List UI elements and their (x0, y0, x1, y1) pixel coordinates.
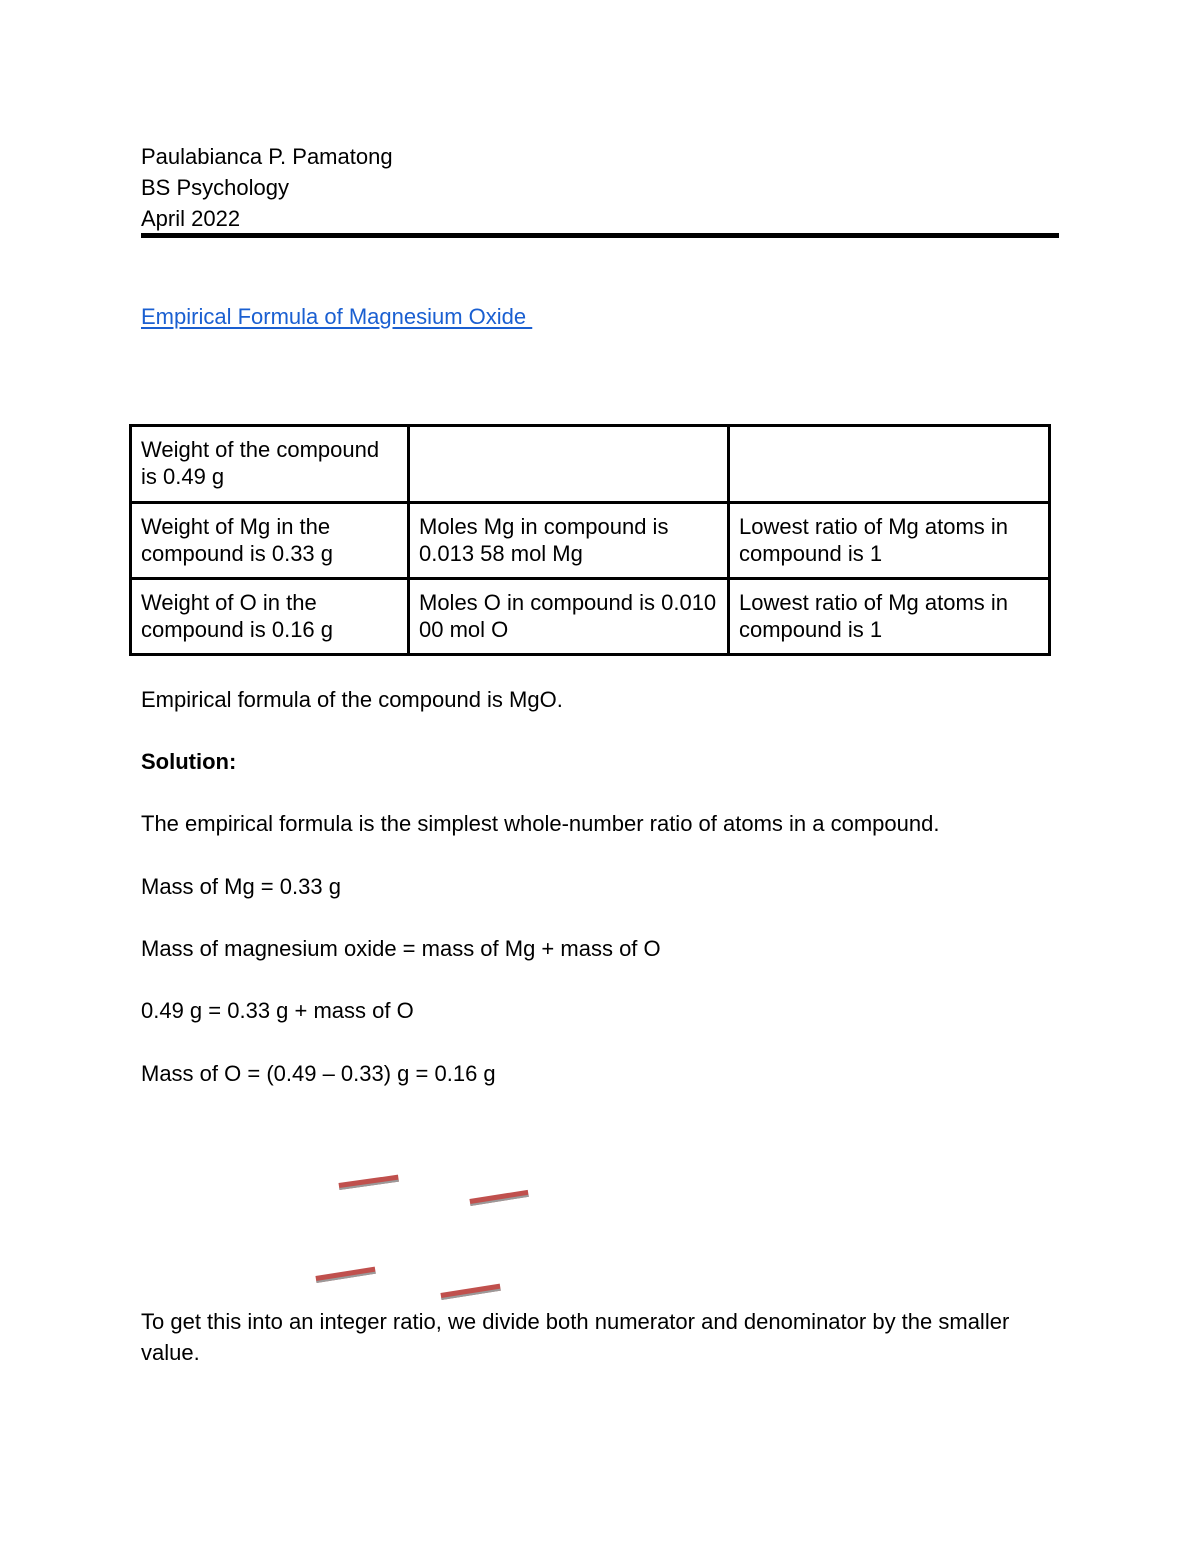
table-cell: Weight of the compound is 0.49 g (131, 426, 409, 503)
mass-mg-equation: Mass of Mg = 0.33 g (141, 874, 341, 899)
solution-heading: Solution: (141, 749, 237, 774)
integer-ratio-note: To get this into an integer ratio, we divide both numerator and denominator by the smaller value. (141, 1309, 1010, 1365)
table-cell: Lowest ratio of Mg atoms in compound is 1 (729, 579, 1050, 655)
table-cell: Weight of O in the compound is 0.16 g (131, 579, 409, 655)
table-cell: Weight of Mg in the compound is 0.33 g (131, 503, 409, 579)
fraction-bar-mark (440, 1284, 500, 1300)
mass-o-equation: Mass of O = (0.49 – 0.33) g = 0.16 g (141, 1061, 496, 1086)
author-name: Paulabianca P. Pamatong (141, 144, 393, 169)
header-divider (141, 233, 1059, 238)
fraction-bar-mark (315, 1267, 375, 1283)
table-row (131, 579, 1050, 655)
data-table (129, 424, 1051, 656)
document-title-link[interactable]: Empirical Formula of Magnesium Oxide (141, 304, 533, 329)
conclusion-text: Empirical formula of the compound is MgO. (141, 687, 563, 712)
definition-text: The empirical formula is the simplest whole-number ratio of atoms in a compound. (141, 811, 940, 836)
document-date: April 2022 (141, 206, 241, 231)
mass-relation-equation: Mass of magnesium oxide = mass of Mg + mass of O (141, 936, 661, 961)
table-cell (729, 426, 1050, 503)
table-row (131, 503, 1050, 579)
table-cell (409, 426, 729, 503)
fraction-bar-mark (469, 1190, 528, 1206)
fraction-bar-mark (339, 1175, 399, 1190)
table-cell: Moles O in compound is 0.010 00 mol O (409, 579, 729, 655)
table-cell: Lowest ratio of Mg atoms in compound is 1 (729, 503, 1050, 579)
table-row (131, 426, 1050, 503)
degree-program: BS Psychology (141, 175, 289, 200)
substitution-equation: 0.49 g = 0.33 g + mass of O (141, 998, 414, 1023)
table-cell: Moles Mg in compound is 0.013 58 mol Mg (409, 503, 729, 579)
